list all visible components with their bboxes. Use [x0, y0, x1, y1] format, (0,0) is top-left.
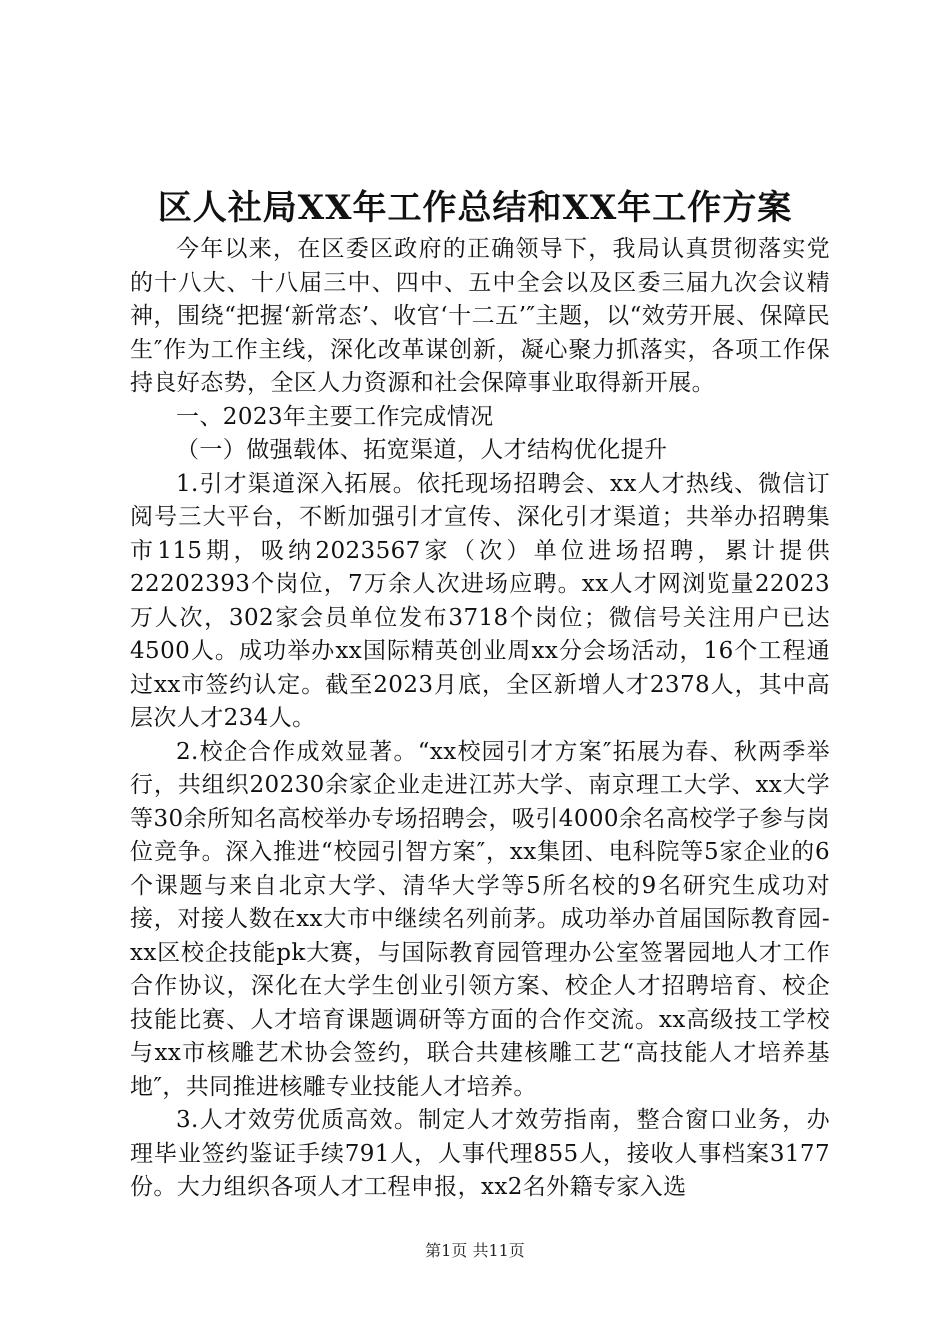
- intro-paragraph: 今年以来，在区委区政府的正确领导下，我局认真贯彻落实党的十八大、十八届三中、四中、五中全会以及区委三届九次会议精神，围绕“把握‘新常态’、收官‘十二五’″主题，以“效劳开展、保障民生″作为工作主线，深化改革谋创新，凝心聚力抓落实，各项工作保持良好态势，全区人力资源和社会保障事业取得新开展。: [130, 236, 830, 396]
- subsection-heading-1: （一）做强载体、拓宽渠道，人才结构优化提升: [176, 437, 668, 463]
- document-title: 区人社局XX年工作总结和XX年工作方案: [157, 188, 793, 228]
- paragraph-talent-channels: 1.引才渠道深入拓展。依托现场招聘会、xx人才热线、微信订阅号三大平台，不断加强引才宣传、深化引才渠道；共举办招聘集市115期，吸纳2023567家（次）单位进场招聘，累计提供22202393个岗位，7万余人次进场应聘。xx人才网浏览量22023万人次，302家会员单位发布3718个岗位；微信号关注用户已达4500人。成功举办xx国际精英创业周xx分会场活动，16个工程通过xx市签约认定。截至2023月底，全区新增人才2378人，其中高层次人才234人。: [130, 470, 830, 731]
- section-heading-1: 一、2023年主要工作完成情况: [176, 403, 494, 430]
- paragraph-school-enterprise: 2.校企合作成效显著。“xx校园引才方案″拓展为春、秋两季举行，共组织20230余家企业走进江苏大学、南京理工大学、xx大学等30余所知名高校举办专场招聘会，吸引4000余名高校学子参与岗位竞争。深入推进“校园引智方案″，xx集团、电科院等5家企业的6个课题与来自北京大学、清华大学等5所名校的9名研究生成功对接，对接人数在xx大市中继续名列前茅。成功举办首届国际教育园-xx区校企技能pk大赛，与国际教育园管理办公室签署园地人才工作合作协议，深化在大学生创业引领方案、校企人才招聘培育、校企技能比赛、人才培育课题调研等方面的合作交流。xx高级技工学校与xx市核雕艺术协会签约，联合共建核雕工艺“高技能人才培养基地″，共同推进核雕专业技能人才培养。: [130, 738, 830, 1100]
- page-footer: 第1页 共11页: [425, 1241, 525, 1260]
- document-body: [130, 233, 830, 1205]
- paragraph-talent-services: 3.人才效劳优质高效。制定人才效劳指南，整合窗口业务，办理毕业签约鉴证手续791人，人事代理855人，接收人事档案3177份。大力组织各项人才工程申报，xx2名外籍专家入选: [130, 1107, 830, 1200]
